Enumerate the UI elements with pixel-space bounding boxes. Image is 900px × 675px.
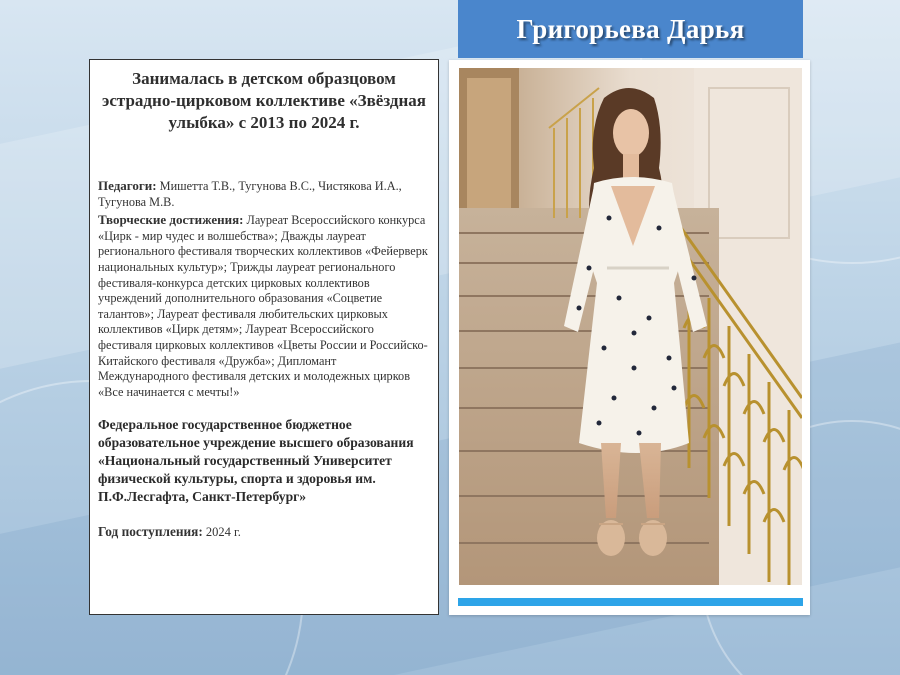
teachers-label: Педагоги: xyxy=(98,178,157,193)
biography-text-box xyxy=(89,59,439,615)
achievements-paragraph xyxy=(98,212,430,400)
intro-heading: Занималась в детском образцовом эстрадно-цирковом коллективе «Звёздная улыбка» с 2013 по 2024 г. xyxy=(102,69,426,132)
admission-paragraph xyxy=(98,524,430,540)
teachers-paragraph xyxy=(98,178,430,210)
admission-label: Год поступления: xyxy=(98,524,203,540)
teachers-text: Мишетта Т.В., Тугунова В.С., Чистякова И.А., Тугунова М.В. xyxy=(98,179,402,209)
achievements-text: Лауреат Всероссийского конкурса «Цирк - мир чудес и волшебства»; Дважды лауреат регионального фестиваля творческих коллективов «Фейерверк национальных культур»; Трижды лауреат регионального фестиваля-конкурса детских цирковых коллективов учреждений дополнительного образования «Соцветие талантов»; Лауреат фестиваля любительских цирковых коллективов «Цирк детям»; Лауреат Всероссийского фестиваля цирковых коллективов «Цветы России и Российско-Китайского фестиваля «Дружба»; Дипломант Международного фестиваля детских и молодежных цирков «Все начинается с мечты!» xyxy=(98,213,428,399)
achievements-label: Творческие достижения: xyxy=(98,212,244,228)
title-banner xyxy=(458,0,803,58)
accent-bar xyxy=(458,598,803,606)
university-paragraph: Федеральное государственное бюджетное образовательное учреждение высшего образования «Национальный государственный Университет физической культуры, спорта и здоровья им. П.Ф.Лесгафта, Санкт-Петербург» xyxy=(98,417,414,505)
person-name-title: Григорьева Дарья xyxy=(516,13,745,44)
portrait-photo xyxy=(459,68,802,585)
admission-text: 2024 г. xyxy=(202,525,241,540)
